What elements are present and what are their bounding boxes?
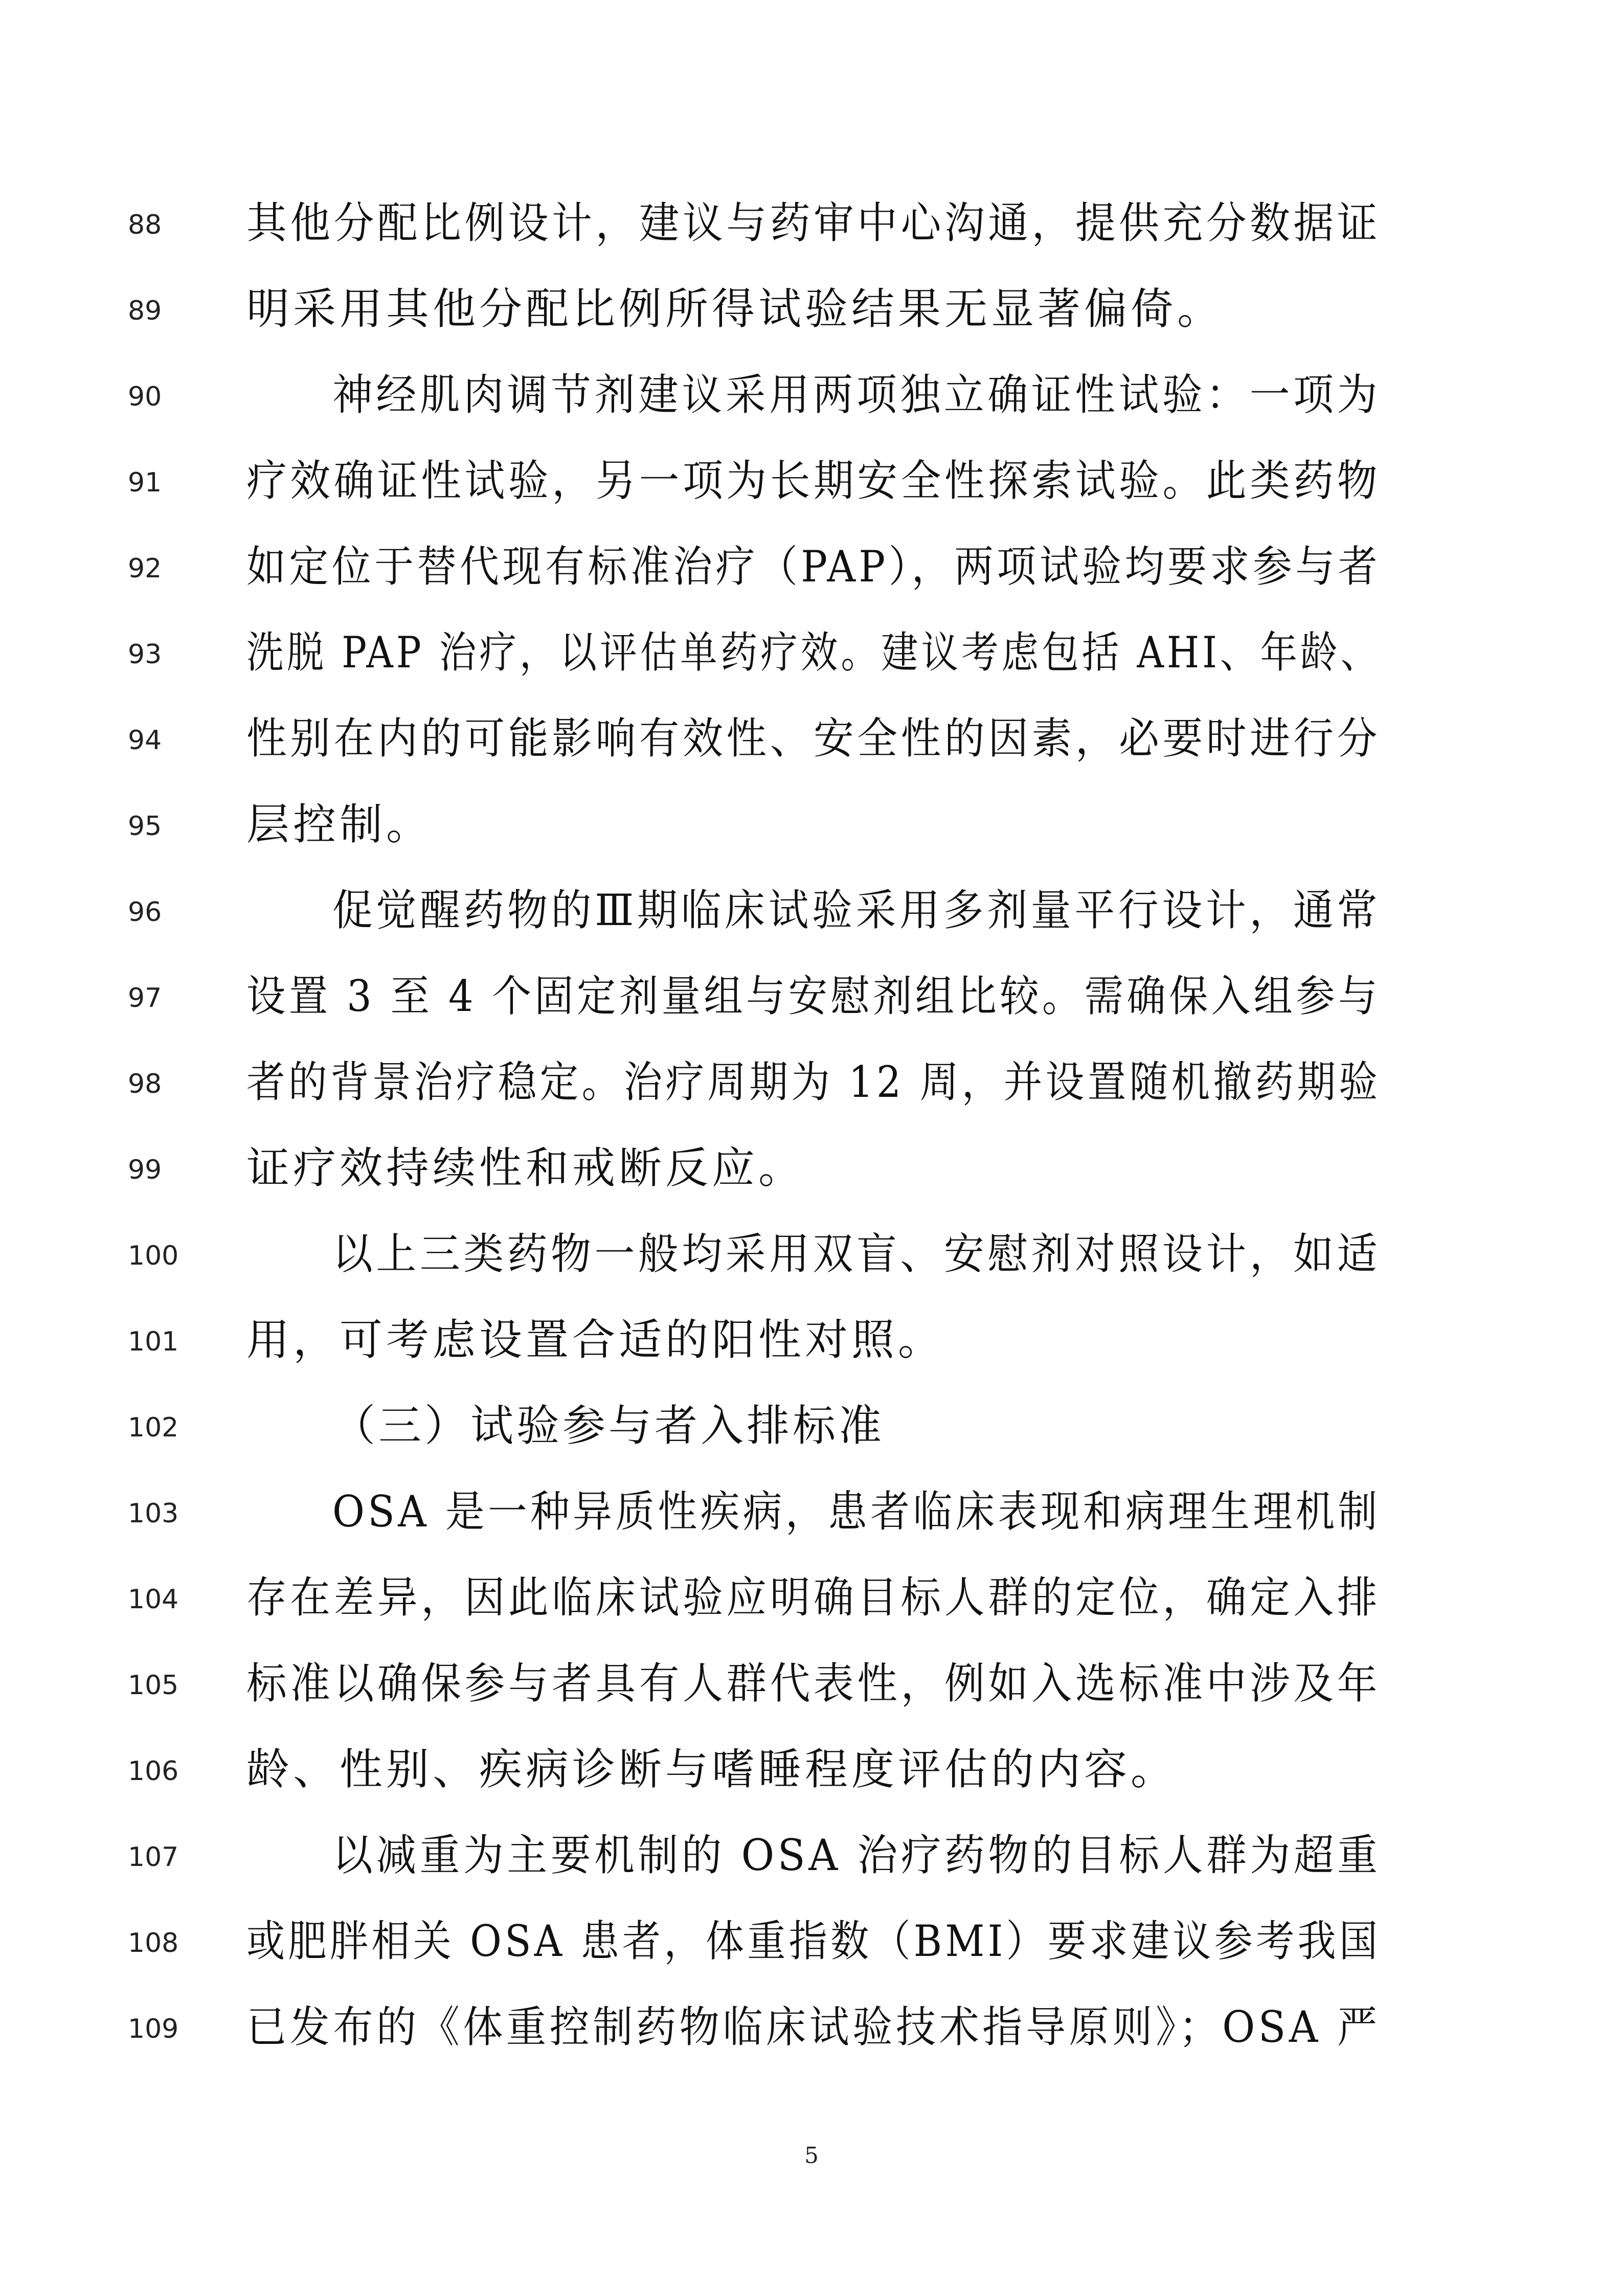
line-number: 89 — [128, 296, 162, 326]
line-text: 其他分配比例设计，建议与药审中心沟通，提供充分数据证 — [246, 198, 1381, 248]
line-number: 106 — [128, 1756, 179, 1787]
line-number: 95 — [128, 811, 162, 842]
line-number: 108 — [128, 1928, 179, 1959]
line-number: 99 — [128, 1155, 162, 1185]
line-number: 93 — [128, 639, 162, 670]
line-number: 109 — [128, 2014, 179, 2044]
line-text: 明采用其他分配比例所得试验结果无显著偏倚。 — [246, 284, 1224, 334]
line-number: 102 — [128, 1412, 179, 1443]
text-line-94 — [0, 705, 1623, 791]
line-text: 促觉醒药物的Ⅲ期临床试验采用多剂量平行设计，通常 — [332, 885, 1381, 935]
line-number: 88 — [128, 210, 162, 240]
line-text: 如定位于替代现有标准治疗（PAP），两项试验均要求参与者 — [246, 542, 1381, 592]
text-line-93 — [0, 619, 1623, 705]
line-number: 92 — [128, 553, 162, 584]
line-number: 96 — [128, 897, 162, 928]
line-text: OSA 是一种异质性疾病，患者临床表现和病理生理机制 — [332, 1487, 1381, 1537]
line-text: 或肥胖相关 OSA 患者，体重指数（BMI）要求建议参考我国 — [246, 1916, 1381, 1966]
line-text: 以上三类药物一般均采用双盲、安慰剂对照设计，如适 — [332, 1229, 1381, 1279]
line-text: 存在差异，因此临床试验应明确目标人群的定位，确定入排 — [246, 1572, 1381, 1623]
line-text: 标准以确保参与者具有人群代表性，例如入选标准中涉及年 — [246, 1658, 1381, 1708]
text-line-107 — [0, 1821, 1623, 1907]
line-number: 97 — [128, 983, 162, 1014]
text-line-95 — [0, 791, 1623, 876]
section-heading: （三）试验参与者入排标准 — [332, 1401, 885, 1451]
line-text: 者的背景治疗稳定。治疗周期为 12 周，并设置随机撤药期验 — [246, 1057, 1381, 1107]
text-line-92 — [0, 533, 1623, 619]
line-text: 层控制。 — [246, 799, 433, 849]
line-number: 91 — [128, 467, 162, 498]
line-number: 90 — [128, 381, 162, 412]
text-line-98 — [0, 1048, 1623, 1134]
text-line-100 — [0, 1220, 1623, 1306]
line-number: 94 — [128, 725, 162, 756]
line-text: 设置 3 至 4 个固定剂量组与安慰剂组比较。需确保入组参与 — [246, 971, 1381, 1021]
line-number: 105 — [128, 1670, 179, 1701]
line-text: 神经肌肉调节剂建议采用两项独立确证性试验：一项为 — [332, 370, 1381, 420]
text-line-103 — [0, 1478, 1623, 1564]
text-line-106 — [0, 1736, 1623, 1821]
text-line-97 — [0, 962, 1623, 1048]
line-text: 疗效确证性试验，另一项为长期安全性探索试验。此类药物 — [246, 456, 1381, 506]
text-line-109 — [0, 1993, 1623, 2079]
text-line-88 — [0, 189, 1623, 275]
line-text: 洗脱 PAP 治疗，以评估单药疗效。建议考虑包括 AHI、年龄、 — [246, 627, 1381, 678]
text-line-101 — [0, 1306, 1623, 1392]
text-line-104 — [0, 1564, 1623, 1650]
line-number: 107 — [128, 1842, 179, 1873]
text-line-89 — [0, 275, 1623, 361]
line-text: 龄、性别、疾病诊断与嗜睡程度评估的内容。 — [246, 1744, 1178, 1794]
text-line-102 — [0, 1392, 1623, 1478]
line-text: 证疗效持续性和戒断反应。 — [246, 1143, 805, 1193]
line-number: 98 — [128, 1069, 162, 1099]
line-number: 100 — [128, 1241, 179, 1271]
line-number: 103 — [128, 1498, 179, 1529]
text-line-96 — [0, 876, 1623, 962]
text-line-99 — [0, 1134, 1623, 1220]
text-line-91 — [0, 447, 1623, 533]
text-line-105 — [0, 1650, 1623, 1736]
line-text: 已发布的《体重控制药物临床试验技术指导原则》；OSA 严 — [246, 2002, 1381, 2052]
text-line-108 — [0, 1907, 1623, 1993]
line-number: 104 — [128, 1584, 179, 1615]
text-line-90 — [0, 361, 1623, 447]
page-number: 5 — [804, 2143, 819, 2169]
line-text: 性别在内的可能影响有效性、安全性的因素，必要时进行分 — [246, 713, 1381, 763]
line-number: 101 — [128, 1326, 179, 1357]
line-text: 用，可考虑设置合适的阳性对照。 — [246, 1315, 945, 1365]
line-text: 以减重为主要机制的 OSA 治疗药物的目标人群为超重 — [332, 1830, 1381, 1880]
